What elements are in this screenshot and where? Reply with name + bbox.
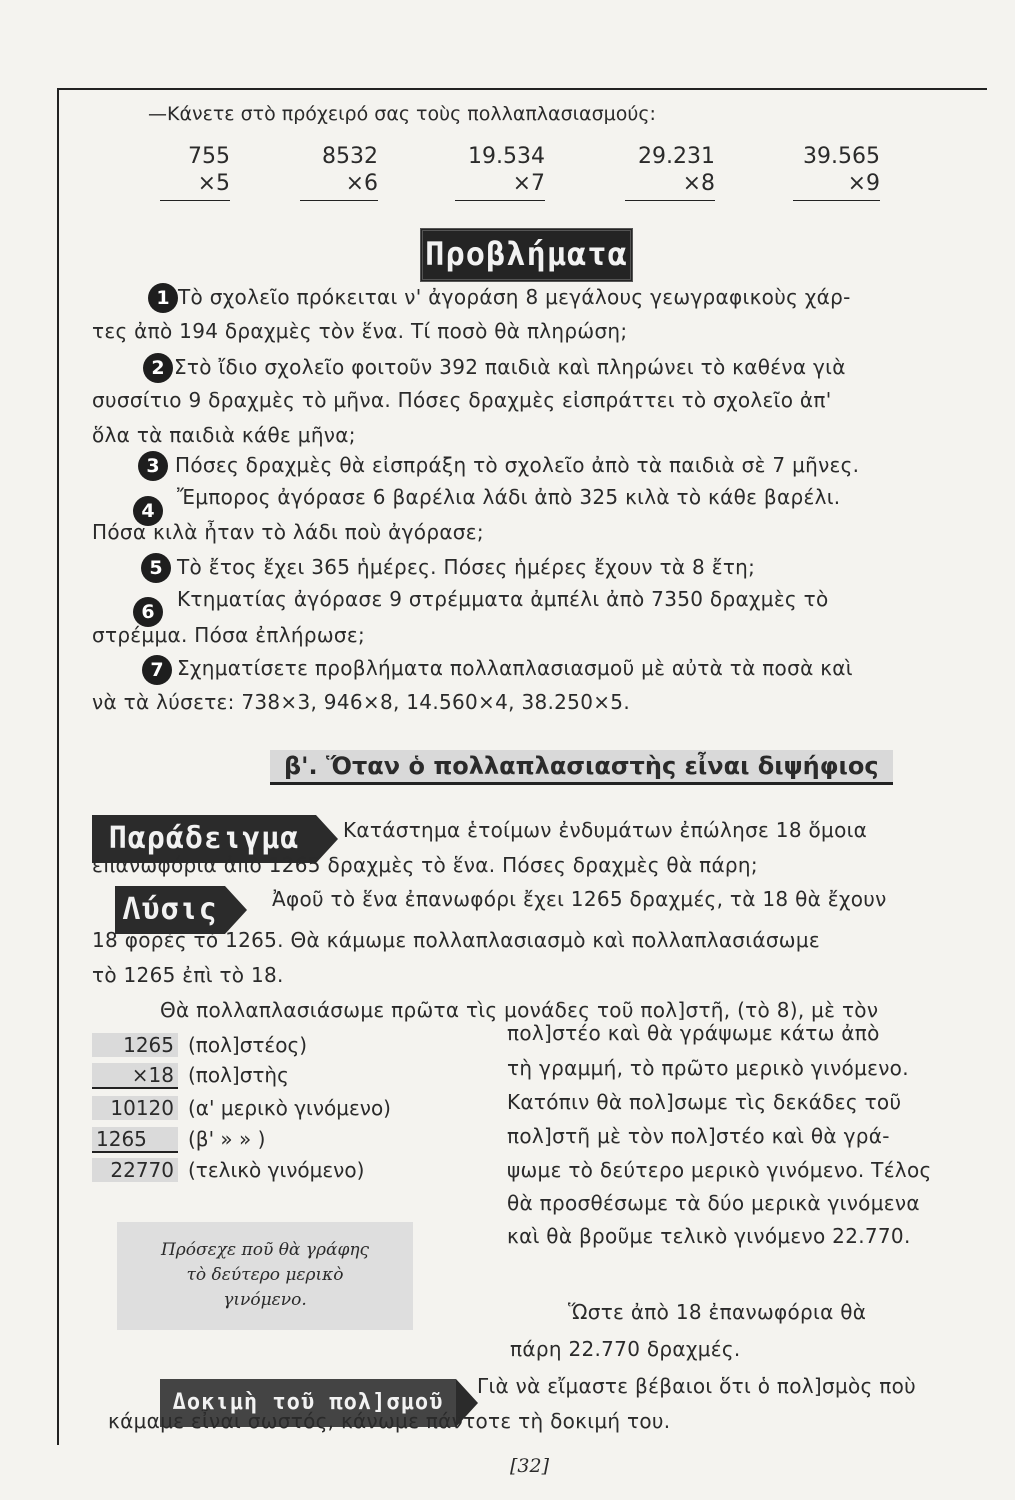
problem-7-line-2: νὰ τὰ λύσετε: 738×3, 946×8, 14.560×4, 38.250×5.	[92, 690, 630, 714]
problem-2-line-3: ὅλα τὰ παιδιὰ κάθε μῆνα;	[92, 423, 356, 447]
hint-box	[117, 1222, 413, 1330]
conclusion-line-1: Ὥστε ἀπὸ 18 ἐπανωφόρια θὰ	[568, 1300, 867, 1324]
page-number: [32]	[510, 1455, 550, 1477]
calc-label: (πολ]στέος)	[188, 1033, 308, 1057]
example-label: Παράδειγμα	[92, 815, 316, 863]
solution-line-3: τὸ 1265 ἐπὶ τὸ 18.	[92, 963, 284, 987]
conclusion-line-2: πάρη 22.770 δραχμές.	[510, 1337, 741, 1361]
problem-number-1: 1	[148, 283, 178, 313]
multiplier: ×8	[625, 170, 715, 201]
multiplication-3	[455, 143, 545, 201]
multiplier: ×7	[455, 170, 545, 201]
check-label: Δοκιμὴ τοῦ πολ]σμοῦ	[160, 1379, 456, 1427]
calc-number: 22770	[92, 1158, 178, 1182]
explanation-line-2: τὴ γραμμή, τὸ πρῶτο μερικὸ γινόμενο.	[507, 1056, 909, 1080]
problem-4-line-1: Ἔμπορος ἀγόρασε 6 βαρέλια λάδι ἀπὸ 325 κιλὰ τὸ κάθε βαρέλι.	[177, 485, 841, 509]
multiplication-1	[160, 143, 230, 201]
multiplication-2	[300, 143, 378, 201]
multiplier: ×5	[160, 170, 230, 201]
problem-number-7: 7	[142, 655, 172, 685]
problem-number-5: 5	[141, 553, 171, 583]
solution-label: Λύσις	[115, 886, 225, 934]
example-line-2: ἐπανωφόρια ἀπὸ 1265 δραχμὲς τὸ ἕνα. Πόσες δραχμὲς θὰ πάρη;	[92, 853, 758, 877]
problem-2-line-2: συσσίτιο 9 δραχμὲς τὸ μῆνα. Πόσες δραχμὲς εἰσπράττει τὸ σχολεῖο ἀπ'	[92, 388, 832, 412]
solution-line-1: Ἀφοῦ τὸ ἕνα ἐπανωφόρι ἔχει 1265 δραχμές, τὰ 18 θὰ ἔχουν	[272, 887, 887, 911]
problem-3-line-1: Πόσες δραχμὲς θὰ εἰσπράξη τὸ σχολεῖο ἀπὸ τὰ παιδιὰ σὲ 7 μῆνες.	[175, 453, 860, 477]
problem-6-line-2: στρέμμα. Πόσα ἐπλήρωσε;	[92, 623, 365, 647]
multiplication-5	[793, 143, 880, 201]
multiplicand: 29.231	[638, 144, 715, 169]
problem-number-4: 4	[133, 496, 163, 526]
calc-number: 1265	[92, 1127, 178, 1153]
hint-line-1: Πρόσεχε ποῦ θὰ γράφης	[160, 1240, 370, 1260]
problem-1-line-1: Τὸ σχολεῖο πρόκειται ν' ἀγοράση 8 μεγάλους γεωγραφικοὺς χάρ-	[178, 285, 851, 309]
calc-number: 10120	[92, 1096, 178, 1120]
problem-4-line-2: Πόσα κιλὰ ἦταν τὸ λάδι ποὺ ἀγόρασε;	[92, 520, 484, 544]
calc-label: (πολ]στὴς	[188, 1063, 289, 1087]
explanation-line-4: πολ]στῆ μὲ τὸν πολ]στέο καὶ θὰ γρά-	[507, 1124, 890, 1148]
problem-number-3: 3	[138, 451, 168, 481]
multiplication-4	[625, 143, 715, 201]
check-line-2: κάμαμε εἶναι σωστός, κάνωμε πάντοτε τὴ δοκιμή του.	[108, 1409, 671, 1433]
multiplicand: 19.534	[468, 144, 545, 169]
problem-5-line-1: Τὸ ἔτος ἔχει 365 ἡμέρες. Πόσες ἡμέρες ἔχουν τὰ 8 ἔτη;	[177, 555, 756, 579]
multiplicand: 39.565	[803, 144, 880, 169]
explanation-line-3: Κατόπιν θὰ πολ]σωμε τὶς δεκάδες τοῦ	[507, 1090, 902, 1114]
problem-1-line-2: τες ἀπὸ 194 δραχμὲς τὸν ἕνα. Τί ποσὸ θὰ πληρώση;	[92, 319, 628, 343]
problem-2-line-1: Στὸ ἴδιο σχολεῖο φοιτοῦν 392 παιδιὰ καὶ πληρώνει τὸ καθένα γιὰ	[174, 355, 846, 379]
calc-number: 1265	[92, 1033, 178, 1057]
explanation-line-5: ψωμε τὸ δεύτερο μερικὸ γινόμενο. Τέλος	[507, 1158, 932, 1182]
problem-number-6: 6	[133, 597, 163, 627]
example-line-1: Κατάστημα ἑτοίμων ἐνδυμάτων ἐπώλησε 18 ὅμοια	[343, 818, 868, 842]
calc-label: (α' μερικὸ γινόμενο)	[188, 1096, 391, 1120]
calc-label: (β' » » )	[188, 1127, 266, 1151]
multiplicand: 755	[188, 144, 230, 169]
explanation-line-1: πολ]στέο καὶ θὰ γράψωμε κάτω ἀπὸ	[507, 1021, 880, 1045]
section-title: β'. Ὅταν ὁ πολλαπλασιαστὴς εἶναι διψήφιος	[270, 750, 893, 785]
intro-text: —Κάνετε στὸ πρόχειρό σας τοὺς πολλαπλασιασμούς:	[148, 103, 656, 125]
solution-line-2: 18 φορὲς τὸ 1265. Θὰ κάμωμε πολλαπλασιασμὸ καὶ πολλαπλασιάσωμε	[92, 928, 820, 952]
multiplicand: 8532	[322, 144, 378, 169]
explanation-first-line: Θὰ πολλαπλασιάσωμε πρῶτα τὶς μονάδες τοῦ πολ]στῆ, (τὸ 8), μὲ τὸν	[160, 998, 879, 1022]
problem-number-2: 2	[143, 353, 173, 383]
calc-label: (τελικὸ γινόμενο)	[188, 1158, 365, 1182]
calc-number: ×18	[92, 1063, 178, 1089]
hint-line-2: τὸ δεύτερο μερικὸ	[186, 1265, 344, 1285]
explanation-line-7: καὶ θὰ βροῦμε τελικὸ γινόμενο 22.770.	[507, 1224, 911, 1248]
hint-line-3: γινόμενο.	[223, 1290, 307, 1310]
explanation-line-6: θὰ προσθέσωμε τὰ δύο μερικὰ γινόμενα	[507, 1191, 920, 1215]
problems-heading: Προβλήματα	[420, 228, 633, 282]
multiplier: ×6	[300, 170, 378, 201]
multiplier: ×9	[793, 170, 880, 201]
problem-7-line-1: Σχηματίσετε προβλήματα πολλαπλασιασμοῦ μὲ αὐτὰ τὰ ποσὰ καὶ	[177, 656, 853, 680]
check-line-1: Γιὰ νὰ εἴμαστε βέβαιοι ὅτι ὁ πολ]σμὸς ποὺ	[477, 1374, 916, 1398]
problem-6-line-1: Κτηματίας ἀγόρασε 9 στρέμματα ἀμπέλι ἀπὸ 7350 δραχμὲς τὸ	[177, 587, 829, 611]
